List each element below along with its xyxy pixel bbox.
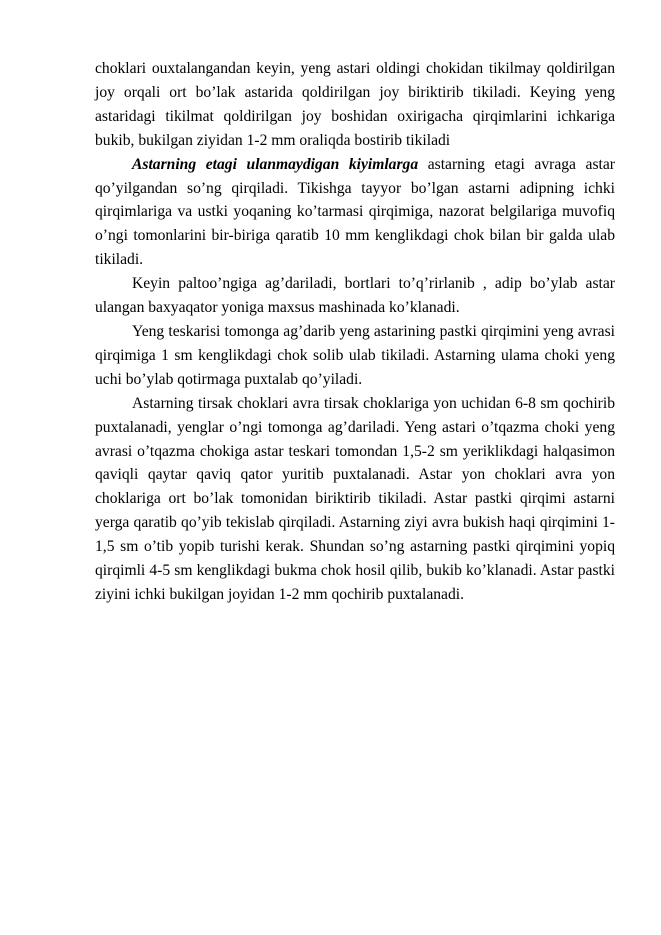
paragraph-5-text: Astarning tirsak choklari avra tirsak choklariga yon uchidan 6-8 sm qochirib puxtalanadi, yenglar o’ngi tomonga ag’dariladi. Yeng astari o’tqazma choki yeng avrasi o’tqazma chokiga astar teskari tomondan 1,5-2 sm yeriklikdagi halqasimon qaviqli qaytar qaviq qator yuritib puxtalanadi. Astar yon choklari avra yon choklariga ort bo’lak tomonidan biriktirib tikiladi. Astar pastki qirqimi astarni yerga qaratib qo’yib tekislab qirqiladi. Astarning ziyi avra bukish haqi qirqimini 1-1,5 sm o’tib yopib turishi kerak. Shundan so’ng astarning pastki qirqimini yopiq qirqimli 4-5 sm kenglikdagi bukma chok hosil qilib, bukib ko’klanadi. Astar pastki ziyini ichki bukilgan joyidan 1-2 mm qochirib puxtalanadi. xyxy=(95,394,615,603)
paragraph-2-text: astarning etagi avraga astar qo’yilgandan so’ng qirqiladi. Tikishga tayyor bo’lgan astarni adipning ichki qirqimlariga va ustki yoqaning ko’tarmasi qirqimiga, nazorat belgilariga muvofiq o’ngi tomonlarini bir-biriga qaratib 10 mm kenglikdagi chok bilan bir galda ulab tikiladi. xyxy=(95,155,615,269)
paragraph-4 xyxy=(95,320,615,392)
paragraph-1 xyxy=(95,57,615,153)
paragraph-3 xyxy=(95,272,615,320)
paragraph-5 xyxy=(95,392,615,607)
document-page xyxy=(95,57,615,607)
paragraph-2 xyxy=(95,153,615,273)
paragraph-2-emphasis: Astarning etagi ulanmaydigan kiyimlarga xyxy=(132,155,419,173)
paragraph-1-text: choklari ouxtalangandan keyin, yeng astari oldingi chokidan tikilmay qoldirilgan joy orqali ort bo’lak astarida qoldirilgan joy biriktirib tikiladi. Keying yeng astaridagi tikilmat qoldirilgan joy boshidan oxirigacha qirqimlarini ichkariga bukib, bukilgan ziyidan 1-2 mm oraliqda bostirib tikiladi xyxy=(95,60,615,149)
paragraph-3-text: Keyin paltoo’ngiga ag’dariladi, bortlari to’q’rirlanib , adip bo’ylab astar ulangan baxyaqator yoniga maxsus mashinada ko’klanadi. xyxy=(95,275,615,317)
paragraph-4-text: Yeng teskarisi tomonga ag’darib yeng astarining pastki qirqimini yeng avrasi qirqimiga 1 sm kenglikdagi chok solib ulab tikiladi. Astarning ulama choki yeng uchi bo’ylab qotirmaga puxtalab qo’yiladi. xyxy=(95,322,615,388)
